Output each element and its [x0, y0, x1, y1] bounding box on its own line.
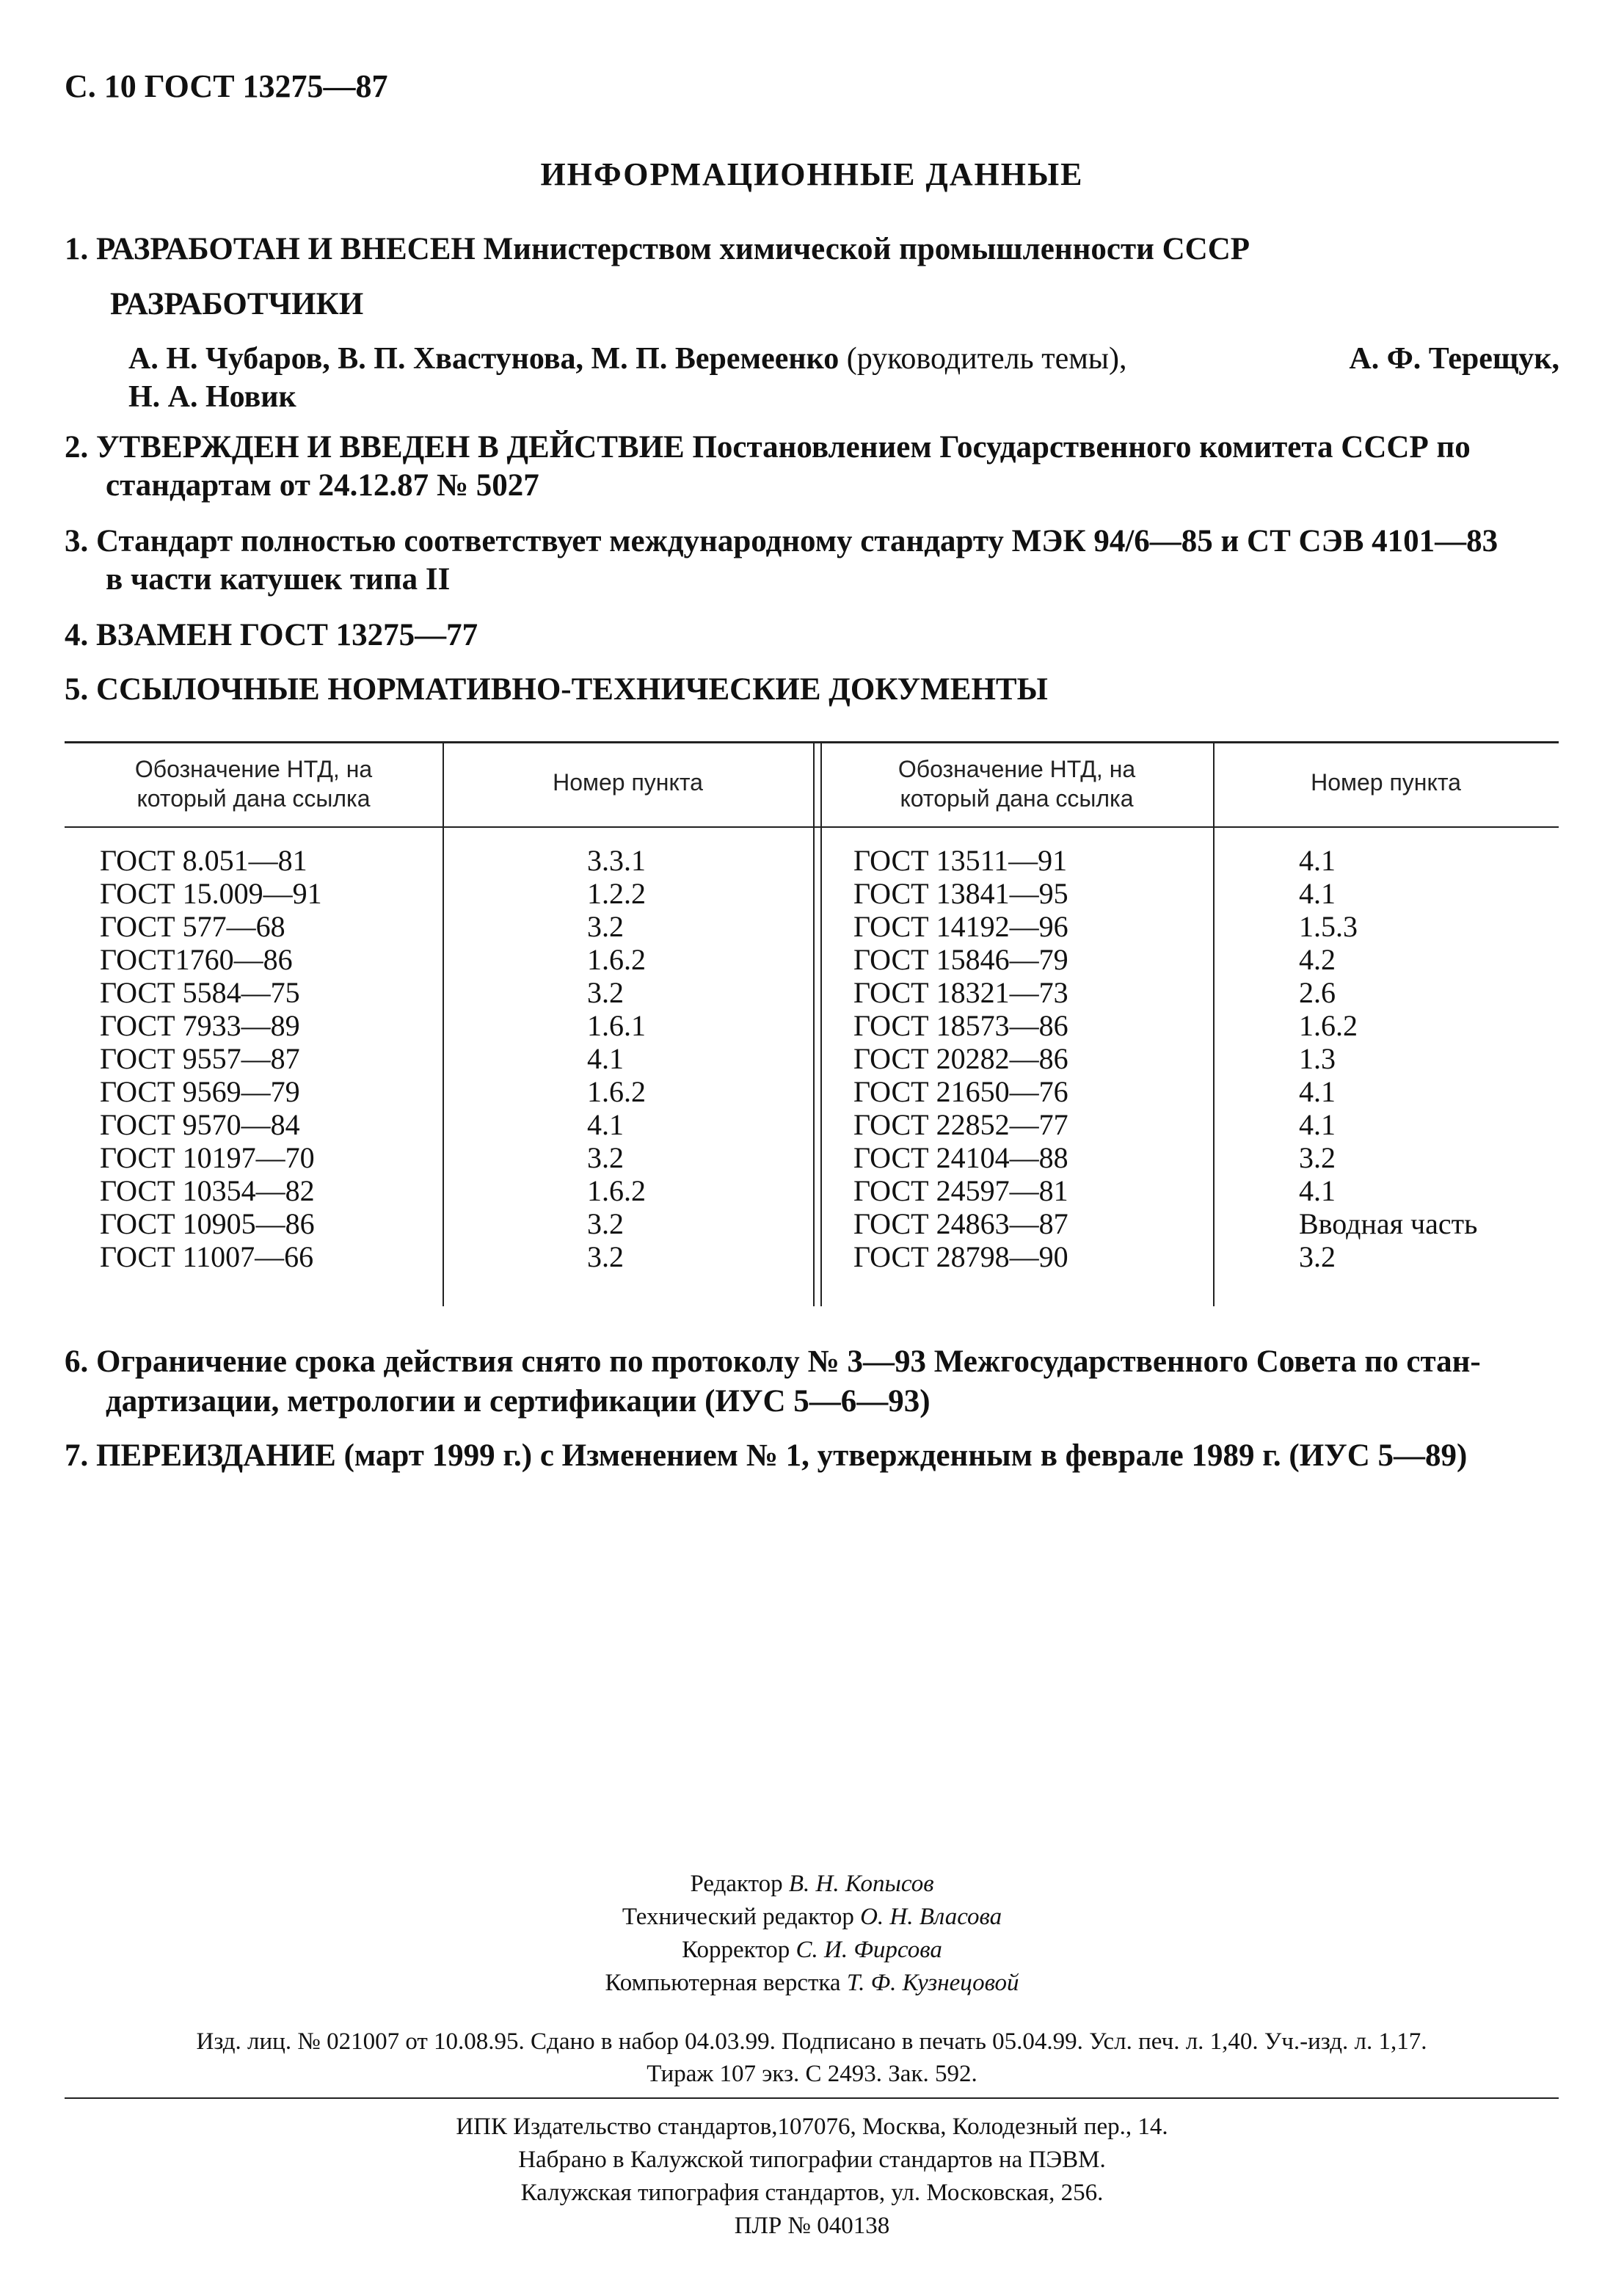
item-2: [65, 426, 1562, 470]
item-1-text: Министерством химической промышленности СССР: [483, 232, 1250, 266]
item-6: [65, 1340, 1562, 1384]
table-divider-mid-b: [820, 741, 822, 1306]
item-4: [65, 614, 1562, 658]
table-cell: 4.1: [587, 1042, 624, 1075]
publisher-line-3: Калужская типография стандартов, ул. Московская, 256.: [520, 2180, 1104, 2206]
col-left-docs: [100, 844, 322, 1273]
page-header: С. 10 ГОСТ 13275—87: [65, 68, 388, 104]
col-left-items: [587, 844, 646, 1273]
table-cell: 1.2.2: [587, 877, 646, 910]
credit-proof-name: С. И. Фирсова: [795, 1937, 942, 1963]
table-cell: ГОСТ 24597—81: [853, 1174, 1068, 1207]
credit-proofreader: [0, 1934, 1624, 1966]
table-divider-1b: [443, 826, 444, 1306]
table-cell: 3.2: [1299, 1240, 1336, 1273]
table-cell: 3.2: [587, 910, 624, 943]
table-cell: 1.6.2: [587, 1075, 646, 1108]
table-header-rule: [65, 826, 1559, 828]
table-cell: 1.5.3: [1299, 910, 1358, 943]
th-doc-right: [820, 754, 1213, 813]
table-cell: 4.1: [1299, 844, 1336, 877]
col-right-docs: [853, 844, 1068, 1273]
table-cell: ГОСТ 7933—89: [100, 1009, 300, 1042]
th-doc-left-line1: Обозначение НТД, на: [134, 756, 373, 782]
item-2-lead: УТВЕРЖДЕН И ВВЕДЕН В ДЕЙСТВИЕ: [96, 430, 685, 465]
item-6-text: Ограничение срока действия снято по протоколу № 3—93 Межгосударственного Совета по стан-: [96, 1344, 1481, 1379]
table-cell: 1.3: [1299, 1042, 1336, 1075]
developers-label: РАЗРАБОТЧИКИ: [110, 287, 364, 321]
table-cell: ГОСТ 9570—84: [100, 1108, 300, 1141]
table-cell: 4.1: [1299, 1174, 1336, 1207]
publisher-line-2: Набрано в Калужской типографии стандартов на ПЭВМ.: [518, 2147, 1106, 2173]
table-cell: 1.6.2: [587, 1174, 646, 1207]
item-5-number: 5.: [65, 672, 89, 707]
table-cell: ГОСТ 10905—86: [100, 1207, 315, 1240]
authors-line-2: [128, 377, 1559, 417]
table-cell: ГОСТ 15846—79: [853, 943, 1068, 976]
credit-editor: [0, 1868, 1624, 1900]
credit-layout: [0, 1967, 1624, 1999]
item-5: [65, 668, 1562, 712]
item-1-lead: РАЗРАБОТАН И ВНЕСЕН: [96, 232, 476, 266]
table-cell: ГОСТ 10197—70: [100, 1141, 315, 1174]
authors-line-1: [128, 339, 1559, 379]
item-1: [65, 227, 1562, 272]
authors-a: А. Н. Чубаров, В. П. Хвастунова, М. П. Веремеенко: [128, 342, 840, 376]
table-cell: 4.2: [1299, 943, 1336, 976]
item-3: [65, 520, 1562, 564]
table-cell: 4.1: [1299, 1075, 1336, 1108]
th-doc-right-line2: который дана ссылка: [900, 785, 1134, 812]
page-title: ИНФОРМАЦИОННЫЕ ДАННЫЕ: [540, 156, 1084, 192]
table-cell: ГОСТ 28798—90: [853, 1240, 1068, 1273]
credit-proof-label: Корректор: [682, 1937, 790, 1963]
table-cell: ГОСТ 24104—88: [853, 1141, 1068, 1174]
table-cell: 4.1: [1299, 1108, 1336, 1141]
credit-editor-label: Редактор: [690, 1871, 783, 1897]
authors-c: Н. А. Новик: [128, 380, 296, 414]
table-cell: 1.6.2: [1299, 1009, 1358, 1042]
table-cell: ГОСТ 9569—79: [100, 1075, 300, 1108]
table-cell: ГОСТ 15.009—91: [100, 877, 322, 910]
reference-table: [65, 741, 1559, 1306]
item-3-continuation: в части катушек типа II: [106, 562, 451, 597]
authors-note: (руководитель темы),: [846, 342, 1127, 376]
table-cell: 3.2: [587, 1141, 624, 1174]
table-cell: 1.6.1: [587, 1009, 646, 1042]
table-cell: ГОСТ 5584—75: [100, 976, 300, 1009]
col-right-items: [1299, 844, 1477, 1273]
table-cell: 3.3.1: [587, 844, 646, 877]
table-cell: ГОСТ 10354—82: [100, 1174, 315, 1207]
table-cell: ГОСТ 8.051—81: [100, 844, 307, 877]
credit-tech-name: О. Н. Власова: [860, 1904, 1002, 1930]
table-cell: ГОСТ 20282—86: [853, 1042, 1068, 1075]
publisher-line-1: ИПК Издательство стандартов,107076, Москва, Колодезный пер., 14.: [456, 2114, 1168, 2140]
imprint-rule: [65, 2097, 1559, 2099]
table-cell: ГОСТ1760—86: [100, 943, 293, 976]
table-top-rule: [65, 741, 1559, 743]
credit-layout-label: Компьютерная верстка: [605, 1970, 841, 1996]
credit-tech-editor: [0, 1901, 1624, 1933]
th-doc-right-line1: Обозначение НТД, на: [897, 756, 1136, 782]
th-item-left: Номер пункта: [553, 769, 703, 796]
item-6-number: 6.: [65, 1344, 89, 1379]
item-3-number: 3.: [65, 524, 89, 558]
table-cell: 3.2: [587, 1207, 624, 1240]
th-item-right: Номер пункта: [1311, 769, 1461, 796]
th-doc-left-line2: который дана ссылка: [136, 785, 371, 812]
table-cell: 1.6.2: [587, 943, 646, 976]
table-cell: Вводная часть: [1299, 1207, 1478, 1240]
table-cell: 3.2: [1299, 1141, 1336, 1174]
table-cell: ГОСТ 18573—86: [853, 1009, 1068, 1042]
item-2-text: Постановлением Государственного комитета СССР по: [692, 430, 1471, 465]
table-cell: ГОСТ 14192—96: [853, 910, 1068, 943]
table-cell: ГОСТ 24863—87: [853, 1207, 1068, 1240]
table-cell: ГОСТ 577—68: [100, 910, 285, 943]
table-cell: 3.2: [587, 976, 624, 1009]
table-divider-mid-a: [813, 741, 815, 1306]
item-5-text: ССЫЛОЧНЫЕ НОРМАТИВНО-ТЕХНИЧЕСКИЕ ДОКУМЕНТЫ: [96, 672, 1048, 707]
table-cell: ГОСТ 13511—91: [853, 844, 1068, 877]
table-cell: ГОСТ 11007—66: [100, 1240, 314, 1273]
item-7: [65, 1434, 1562, 1478]
item-2-number: 2.: [65, 430, 89, 465]
item-7-number: 7.: [65, 1438, 89, 1473]
credit-editor-name: В. Н. Копысов: [788, 1871, 934, 1897]
item-7-lead: ПЕРЕИЗДАНИЕ: [96, 1438, 336, 1473]
table-cell: ГОСТ 13841—95: [853, 877, 1068, 910]
imprint-line-1: Изд. лиц. № 021007 от 10.08.95. Сдано в набор 04.03.99. Подписано в печать 05.04.99. Усл. печ. л. 1,40. Уч.-изд. л. 1,17.: [196, 2028, 1427, 2055]
table-cell: ГОСТ 21650—76: [853, 1075, 1068, 1108]
table-cell: 2.6: [1299, 976, 1336, 1009]
imprint-line-2: Тираж 107 экз. С 2493. Зак. 592.: [647, 2061, 977, 2087]
table-cell: ГОСТ 18321—73: [853, 976, 1068, 1009]
table-cell: 4.1: [587, 1108, 624, 1141]
item-7-text: (март 1999 г.) с Изменением № 1, утвержденным в феврале 1989 г. (ИУС 5—89): [343, 1438, 1468, 1473]
table-cell: ГОСТ 22852—77: [853, 1108, 1068, 1141]
item-4-number: 4.: [65, 618, 89, 652]
item-4-text: ВЗАМЕН ГОСТ 13275—77: [96, 618, 478, 652]
item-3-text: Стандарт полностью соответствует международному стандарту МЭК 94/6—85 и СТ СЭВ 4101—83: [96, 524, 1499, 558]
table-cell: 4.1: [1299, 877, 1336, 910]
item-2-continuation: стандартам от 24.12.87 № 5027: [106, 468, 539, 503]
item-1-number: 1.: [65, 232, 89, 266]
table-cell: ГОСТ 9557—87: [100, 1042, 300, 1075]
table-divider-3b: [1213, 826, 1215, 1306]
table-cell: 3.2: [587, 1240, 624, 1273]
th-doc-left: [65, 754, 443, 813]
item-6-continuation: дартизации, метрологии и сертификации (ИУС 5—6—93): [106, 1384, 931, 1419]
publisher-line-4: ПЛР № 040138: [734, 2213, 890, 2239]
credit-layout-name: Т. Ф. Кузнецовой: [846, 1970, 1019, 1996]
authors-b: А. Ф. Терещук,: [1349, 342, 1559, 376]
credit-tech-label: Технический редактор: [622, 1904, 854, 1930]
